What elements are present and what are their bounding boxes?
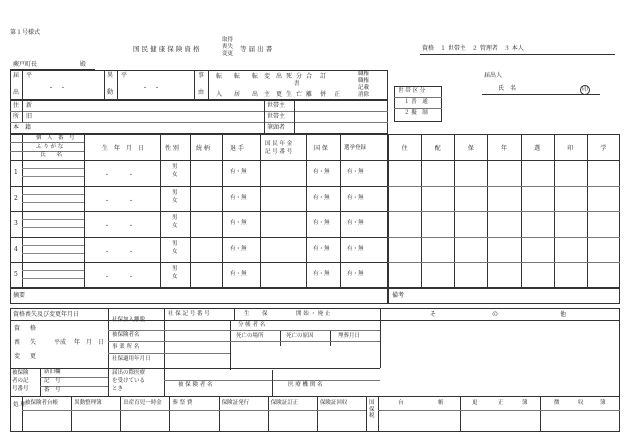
member-birthdate[interactable]: ・ ・	[104, 223, 135, 231]
insured-name-col: 被 保 険 者 名	[178, 382, 213, 388]
member-sex-female[interactable]: 女	[172, 223, 178, 230]
member-retire[interactable]: 有・無	[230, 220, 247, 227]
reason-death: 亡	[296, 91, 303, 98]
address-label-2: 所	[13, 113, 20, 120]
office-col-header: 配	[434, 145, 441, 152]
date-label-4: 動	[107, 89, 114, 96]
qual-4: 失	[30, 339, 37, 346]
member-sex-female[interactable]: 女	[172, 248, 178, 255]
member-number: 3	[14, 220, 18, 228]
member-election[interactable]: 有・無	[347, 245, 364, 252]
col-personal-number: 個 人 番 号	[36, 135, 75, 141]
member-sex-female[interactable]: 女	[172, 274, 178, 281]
reason-transfer-in[interactable]: 転	[216, 73, 223, 80]
applicant-label: 届出人	[484, 72, 503, 79]
col-sex: 性 別	[165, 145, 179, 152]
change-date-field[interactable]: ・ ・	[142, 85, 161, 92]
office-col-header: 印	[567, 145, 574, 152]
other-1: そ	[430, 311, 437, 318]
remarks-left: 摘要	[13, 292, 26, 299]
address-label-1: 住	[13, 102, 20, 109]
reason-delete[interactable]: 消除	[358, 92, 370, 98]
member-number: 2	[14, 194, 18, 202]
reason-official-2[interactable]: 職権	[358, 78, 370, 84]
reason-record[interactable]: 記載	[358, 85, 370, 91]
qual-5: 変	[14, 353, 21, 360]
process-col-header: 異動整理簿	[74, 400, 102, 406]
member-sex-male[interactable]: 男	[172, 240, 178, 247]
burial-date: 埋葬月日	[338, 333, 361, 339]
col-name: 氏 名	[40, 152, 63, 158]
insured-num-3: 号番号	[12, 386, 29, 392]
member-election[interactable]: 有・無	[347, 271, 364, 278]
insured-num-2: 者の記	[12, 378, 29, 384]
lower-section	[10, 308, 620, 432]
reason-update: 更	[276, 91, 283, 98]
household-category-label: 世 帯 区 分	[398, 88, 426, 94]
title-change: 変更	[222, 51, 234, 57]
remarks-right: 備考	[392, 292, 405, 299]
process-col-header: 被保険者台帳	[25, 400, 59, 406]
tax-collect-1: 徴	[554, 400, 560, 406]
member-sex-male[interactable]: 男	[172, 164, 178, 170]
lower-date-header: 資格喪失及び変更年月日	[13, 311, 80, 318]
process-col-header: 出産育児一時金	[123, 400, 162, 406]
householder-new: 世帯主	[267, 102, 286, 109]
col-furigana: ふ り が な	[36, 144, 64, 150]
other-2: の	[492, 311, 499, 318]
symbol-label: 記 号	[44, 378, 61, 384]
reason-birth-a[interactable]: 出	[276, 73, 283, 80]
tax-ledger-1: 台	[398, 400, 404, 406]
date-era-2: 平	[121, 72, 128, 79]
heisei-label: 平成	[54, 339, 67, 346]
other-3: 他	[560, 311, 567, 318]
form-title-left: 国 民 健 康 保 険 資 格	[133, 45, 200, 53]
form-title-right: 等 届 出 書	[240, 45, 273, 53]
death-place: 死亡の場所	[236, 333, 264, 339]
tax-correction-2: 正	[498, 400, 504, 406]
process-col-header: 保険証回収	[319, 400, 348, 406]
split-holder-name: 分 帳 者 名	[238, 322, 266, 328]
reason-label-2: 由	[198, 89, 205, 96]
tax-correction-3: 簿	[522, 400, 528, 406]
member-number: 5	[14, 271, 18, 279]
member-sex-female[interactable]: 女	[172, 172, 178, 178]
social-ins-join: 社保加入離脱	[112, 317, 146, 323]
category-normal[interactable]: １ 普 通	[404, 99, 428, 105]
reason-birth: 生	[286, 91, 293, 98]
recipient-suffix: 殿	[80, 61, 87, 68]
member-insurance[interactable]: 有・無	[313, 220, 330, 227]
reason-transfer-move[interactable]: 転	[234, 73, 241, 80]
office-col-header: 住	[401, 145, 408, 152]
office-col-header: 保	[467, 145, 474, 152]
reason-out: 出	[252, 91, 259, 98]
tax-correction-1: 更	[472, 400, 478, 406]
member-number: 4	[14, 245, 18, 253]
notice-2: を受けている	[112, 378, 146, 384]
reason-death-a[interactable]: 死	[286, 73, 293, 80]
member-sex-male[interactable]: 男	[172, 215, 178, 222]
reason-head: 主	[264, 91, 271, 98]
process-label: 処 理	[13, 402, 26, 408]
col-insurance: 国 保	[314, 145, 328, 152]
qual-6: 更	[30, 353, 37, 360]
domicile-label-2: 籍	[25, 124, 32, 131]
death-cause: 死亡の原因	[286, 333, 314, 339]
qualification-underline	[420, 54, 615, 55]
reason-label-1: 事	[198, 72, 205, 79]
member-election[interactable]: 有・無	[347, 220, 364, 227]
qual-1: 資	[14, 325, 21, 332]
family-head: 筆頭者	[267, 124, 286, 131]
qual-2: 格	[30, 325, 37, 332]
member-retire[interactable]: 有・無	[230, 194, 247, 201]
reason-separate: 離	[306, 91, 313, 98]
col-retire: 退 手	[230, 145, 244, 152]
member-birthdate[interactable]: ・ ・	[104, 248, 135, 256]
category-deemed[interactable]: ２ 擬 制	[404, 110, 428, 116]
number-label: 番 号	[44, 387, 61, 393]
member-insurance[interactable]: 有・無	[313, 169, 330, 175]
ymd-label: 年 月 日	[74, 339, 105, 346]
member-sex-female[interactable]: 女	[172, 197, 178, 204]
office-col-header: 年	[501, 145, 508, 152]
member-election[interactable]: 有・無	[347, 169, 364, 175]
member-sex-male[interactable]: 男	[172, 189, 178, 196]
process-col-header: 保険証訂正	[270, 400, 299, 406]
reason-in: 入	[216, 91, 223, 98]
reason-change[interactable]: 変	[264, 73, 271, 80]
process-col-header: 保険証発行	[221, 400, 250, 406]
householder-old: 世帯主	[267, 113, 286, 120]
process-col-header: 葬 祭 費	[172, 400, 193, 406]
address-box	[10, 100, 388, 134]
col-pension: 国 民 年 金 記 号 番 号	[265, 141, 293, 155]
address-new: 新	[26, 102, 33, 109]
reason-correct-a[interactable]: 訂	[320, 73, 327, 80]
member-insurance[interactable]: 有・無	[313, 271, 330, 278]
report-date-field[interactable]: ・ ・	[48, 85, 67, 92]
reason-split-a[interactable]: 分	[296, 73, 303, 80]
medical-name-col: 医 療 機 関 名	[288, 382, 323, 388]
qual-3: 喪	[14, 339, 21, 346]
member-retire[interactable]: 有・無	[230, 271, 247, 278]
social-apply-date: 社保適用年月日	[112, 356, 151, 362]
reason-residence: 居	[234, 91, 241, 98]
member-election[interactable]: 有・無	[347, 194, 364, 201]
insured-num-1: 被保険	[12, 370, 29, 376]
reason-merge-a[interactable]: 合	[306, 73, 313, 80]
remarks-left-box	[10, 288, 388, 304]
welfare-start-stop: 開 始 ・ 廃 止	[296, 311, 331, 317]
member-birthdate[interactable]: ・ ・	[104, 172, 135, 179]
domicile-label-1: 本	[13, 124, 20, 131]
reason-merge: 併	[320, 91, 327, 98]
member-number: 1	[14, 169, 18, 176]
reason-transfer-out[interactable]: 転	[252, 73, 259, 80]
member-insurance[interactable]: 有・無	[313, 194, 330, 201]
qualification-options: 資格 １ 世帯主 ２ 管理者 ３ 本人	[422, 45, 524, 52]
social-number-header: 社 保 記 号 番 号	[168, 311, 210, 317]
reason-correction: 正	[334, 91, 341, 98]
recipient: 蕨戸町長	[13, 61, 38, 68]
welfare-1: 生	[244, 311, 250, 317]
date-label-1: 届	[13, 72, 20, 79]
col-birthdate: 生 年 月 日	[102, 145, 145, 152]
welfare-2: 保	[262, 311, 268, 317]
date-label-3: 異	[107, 72, 114, 79]
member-birthdate[interactable]: ・ ・	[104, 197, 135, 205]
form-number: 第１号様式	[10, 29, 41, 36]
title-lose: 喪失	[222, 44, 234, 50]
remarks-right-box	[388, 288, 620, 304]
applicant-name-label: 氏 名	[498, 85, 517, 92]
office-name-label: 事 業 所 名	[112, 344, 140, 350]
date-label-2: 出	[13, 89, 20, 96]
seal-mark: 印	[582, 86, 589, 93]
col-relation: 続 柄	[196, 145, 210, 152]
member-retire[interactable]: 有・無	[230, 169, 247, 175]
notice-1: 届出の際医療	[112, 370, 146, 376]
applicant-underline	[482, 94, 600, 95]
member-retire[interactable]: 有・無	[230, 245, 247, 252]
tax-collect-3: 簿	[600, 400, 606, 406]
col-election: 選挙登録	[344, 145, 367, 151]
office-col-header: 学	[600, 145, 607, 152]
member-insurance[interactable]: 有・無	[313, 245, 330, 252]
insured-name-label: 被保険者名	[112, 332, 140, 338]
reason-official-1[interactable]: 職権	[358, 71, 370, 77]
kokuho-tax-label: 国保税	[369, 400, 375, 420]
member-sex-male[interactable]: 男	[172, 266, 178, 273]
tax-collect-2: 収	[578, 400, 584, 406]
address-old: 旧	[26, 113, 33, 120]
tax-ledger-2: 帳	[438, 400, 444, 406]
office-col-header: 選	[534, 145, 541, 152]
notice-3: とき	[112, 386, 124, 392]
date-era-1: 平	[26, 72, 33, 79]
member-birthdate[interactable]: ・ ・	[104, 274, 135, 282]
title-acquire: 取得	[222, 37, 234, 43]
new-old-label: 新旧欄	[44, 369, 61, 375]
